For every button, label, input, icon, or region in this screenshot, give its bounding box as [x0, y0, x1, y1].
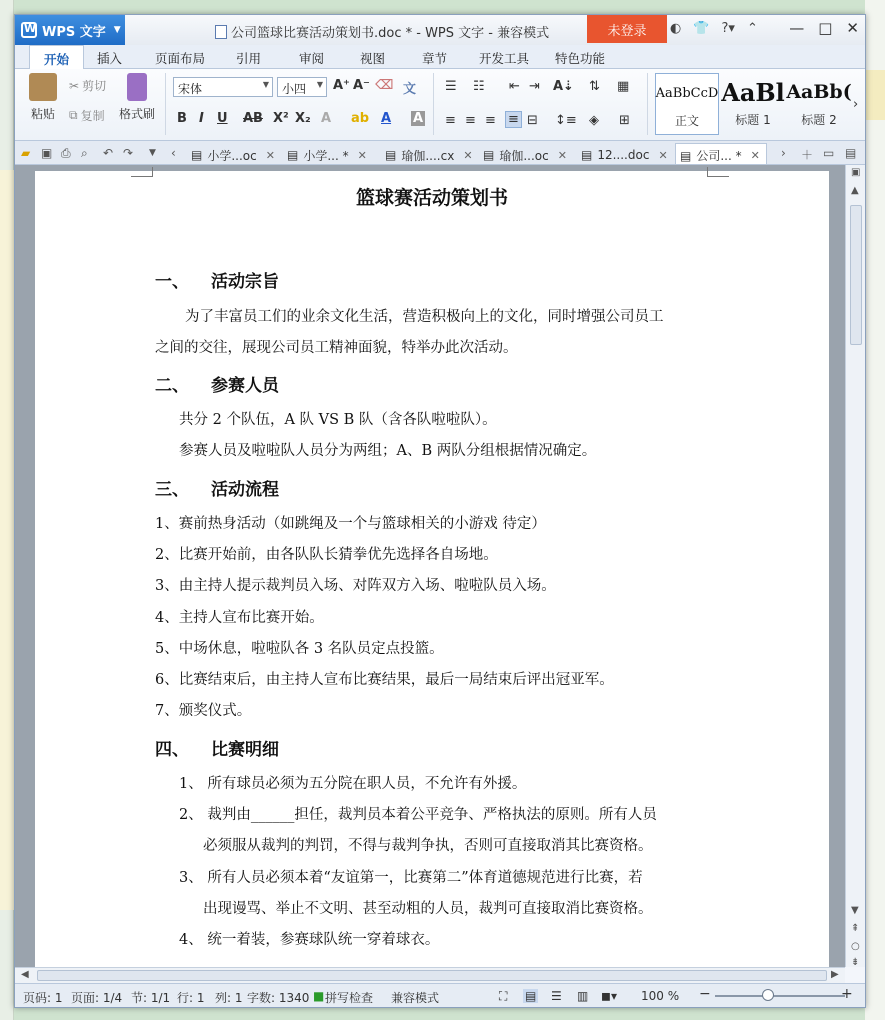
superscript-icon[interactable]: X² — [273, 111, 289, 126]
style-heading-2-label: 标题 2 — [801, 113, 837, 127]
font-size-value: 小四 — [282, 82, 307, 96]
bullet-list-icon[interactable]: ☰ — [445, 79, 457, 94]
grow-font-icon[interactable]: A⁺ — [333, 78, 350, 93]
wps-menu-button[interactable] — [15, 15, 125, 45]
format-painter-button[interactable] — [115, 73, 159, 122]
doc-tab-label: 12....doc — [597, 148, 650, 162]
chevron-down-icon: ▼ — [113, 25, 121, 35]
document-icon: ▤ — [191, 148, 203, 162]
ribbon — [15, 69, 865, 141]
compat-mode-label: 兼容模式 — [391, 991, 440, 1005]
wps-logo-icon — [21, 22, 37, 38]
horizontal-scrollbar[interactable] — [15, 967, 845, 983]
tab-insert[interactable]: 插入 — [97, 51, 123, 66]
style-normal-label: 正文 — [674, 114, 699, 128]
scroll-down-icon[interactable]: ▼ — [851, 905, 859, 916]
tab-list-icon[interactable]: ▭ — [823, 146, 835, 160]
spell-check-button[interactable]: 拼写检查 — [325, 991, 374, 1005]
paragraph-line: 共分 2 个队伍，A 队 VS B 队（含各队啦啦队）。 — [179, 412, 497, 428]
list-item: 2、 裁判由______担任，裁判员本着公平竞争、严格执法的原则。所有人员 — [179, 807, 657, 823]
style-heading-1-label: 标题 1 — [735, 113, 771, 127]
window-title — [215, 22, 549, 41]
undo-icon[interactable]: ↶ — [103, 146, 114, 160]
background-window-left-fill — [0, 170, 14, 910]
chinese-layout-icon[interactable]: A⇣ — [553, 79, 574, 94]
status-page-number: 页码: 1 — [23, 991, 63, 1005]
list-item-continuation: 必须服从裁判的判罚，不得与裁判争执，否则可直接取消其比赛资格。 — [203, 838, 653, 854]
doc-tab-label: 瑜伽....cx — [401, 148, 455, 163]
background-window-right — [865, 0, 885, 1020]
close-icon[interactable]: ✕ — [846, 19, 859, 37]
font-family-select[interactable] — [173, 77, 273, 97]
paragraph-line: 参赛人员及啦啦队人员分为两组；A、B 两队分组根据情况确定。 — [179, 443, 597, 459]
list-item: 4、 统一着装，参赛球队统一穿着球衣。 — [179, 932, 440, 948]
style-heading-1-sample: AaBl — [721, 77, 785, 107]
copy-button[interactable] — [69, 107, 105, 124]
section-number: 二、 — [155, 376, 189, 396]
section-heading — [155, 267, 279, 292]
list-item-continuation: 出现谩骂、举止不文明、甚至动粗的人员，裁判可直接取消比赛资格。 — [203, 901, 653, 917]
table-icon[interactable]: ▦ — [617, 79, 630, 94]
line-spacing-icon[interactable]: ↕≡ — [555, 113, 577, 128]
doc-tab[interactable] — [187, 143, 281, 164]
list-item: 7、颁奖仪式。 — [155, 703, 252, 719]
section-title: 活动宗旨 — [211, 272, 279, 292]
minimize-icon[interactable]: — — [789, 19, 805, 37]
styles-more-icon[interactable]: › — [853, 97, 859, 112]
zoom-slider-knob[interactable] — [762, 989, 774, 1001]
shrink-font-icon[interactable]: A⁻ — [353, 78, 370, 93]
list-item: 5、中场休息，啦啦队各 3 名队员定点投篮。 — [155, 641, 444, 657]
phonetic-icon[interactable]: 文 — [403, 82, 417, 97]
align-left-icon[interactable]: ≡ — [445, 113, 456, 128]
list-item: 6、比赛结束后，由主持人宣布比赛结果，最后一局结束后评出冠亚军。 — [155, 672, 614, 688]
sort-icon[interactable]: ⇅ — [589, 79, 600, 94]
section-heading — [155, 475, 279, 500]
brush-icon — [127, 73, 147, 101]
bold-icon[interactable]: B — [177, 111, 187, 126]
web-view-icon[interactable]: ▥ — [577, 989, 589, 1003]
spell-check-icon: ■ — [313, 989, 325, 1003]
paste-label: 粘贴 — [30, 107, 55, 121]
increase-indent-icon[interactable]: ⇥ — [529, 79, 540, 94]
close-icon[interactable]: ✕ — [265, 148, 275, 162]
document-icon: ▤ — [483, 148, 495, 162]
ribbon-tabs — [15, 45, 865, 69]
align-right-icon[interactable]: ≡ — [485, 113, 496, 128]
page-view-icon[interactable]: ▤ — [525, 989, 537, 1003]
doc-tab[interactable] — [283, 143, 373, 164]
copy-icon: ⧉ — [69, 108, 78, 122]
separator — [647, 73, 648, 135]
doc-tab[interactable] — [381, 143, 479, 164]
border-icon[interactable]: ⊞ — [619, 113, 630, 128]
shirt-icon[interactable]: 👕 — [693, 21, 710, 36]
reading-view-icon[interactable]: ◼▾ — [601, 989, 617, 1003]
close-icon[interactable]: ✕ — [750, 149, 760, 162]
section-title: 比赛明细 — [211, 740, 279, 760]
vertical-scroll-thumb[interactable] — [850, 205, 862, 345]
cut-button[interactable] — [69, 77, 106, 94]
document-title: 篮球赛活动策划书 — [355, 187, 508, 209]
zoom-slider[interactable] — [715, 995, 845, 997]
close-icon[interactable]: ✕ — [557, 148, 567, 162]
scroll-left-icon[interactable]: ◀ — [21, 969, 29, 980]
paragraph-line: 之间的交往，展现公司员工精神面貌，特举办此次活动。 — [155, 340, 518, 356]
section-heading — [155, 735, 279, 760]
quick-access-bar — [15, 141, 865, 165]
style-normal[interactable] — [655, 73, 719, 135]
background-window-right-fill — [865, 70, 885, 120]
scissors-icon: ✂ — [69, 78, 80, 93]
zoom-in-icon[interactable]: + — [841, 986, 853, 1002]
section-title: 活动流程 — [211, 480, 279, 500]
style-heading-2[interactable] — [787, 73, 851, 135]
browse-object-icon[interactable]: ○ — [851, 941, 860, 952]
tab-references[interactable]: 引用 — [236, 51, 262, 66]
section-heading — [155, 371, 279, 396]
title-tools — [670, 21, 758, 36]
doc-tab[interactable] — [577, 143, 674, 164]
document-icon: ▤ — [680, 148, 692, 163]
tab-special[interactable]: 特色功能 — [555, 51, 606, 66]
window-title-text: 公司篮球比赛活动策划书.doc * - WPS 文字 - 兼容模式 — [231, 26, 550, 41]
tab-review[interactable]: 审阅 — [299, 51, 325, 66]
title-bar — [15, 15, 865, 45]
outline-view-icon[interactable]: ☰ — [551, 989, 562, 1003]
font-color-icon[interactable]: A — [381, 111, 392, 126]
focus-view-icon[interactable]: ⛶ — [499, 989, 508, 1003]
doc-tab-label: 小学... * — [303, 148, 349, 163]
list-item: 1、赛前热身活动（如跳绳及一个与篮球相关的小游戏 待定） — [155, 516, 546, 532]
separator — [433, 73, 434, 135]
next-page-icon[interactable]: ⇟ — [851, 957, 860, 968]
format-painter-label: 格式刷 — [118, 107, 155, 121]
section-number: 四、 — [155, 740, 189, 760]
skin-icon[interactable]: ◐ — [670, 21, 682, 36]
login-label: 未登录 — [607, 23, 647, 39]
status-bar — [15, 983, 865, 1007]
font-size-select[interactable] — [277, 77, 327, 97]
shading-icon[interactable]: ◈ — [589, 113, 599, 128]
document-icon: ▤ — [385, 148, 397, 162]
crop-mark — [707, 167, 729, 177]
close-icon[interactable]: ✕ — [658, 148, 668, 162]
tab-view[interactable]: 视图 — [360, 51, 386, 66]
style-normal-sample: AaBbCcD — [655, 85, 719, 101]
doc-tab-label: 小学...oc — [207, 148, 257, 163]
doc-tab-label: 公司... * — [696, 149, 742, 163]
tab-menu-icon[interactable]: ▤ — [845, 146, 857, 160]
help-icon[interactable]: ?▾ — [721, 21, 735, 36]
print-icon[interactable]: ⎙ — [61, 146, 71, 160]
collapse-ribbon-icon[interactable]: ⌃ — [746, 21, 758, 36]
document-icon: ▤ — [581, 148, 593, 162]
document-icon — [215, 25, 227, 39]
close-icon[interactable]: ✕ — [463, 148, 473, 162]
list-item: 3、由主持人提示裁判员入场、对阵双方入场、啦啦队员入场。 — [155, 578, 556, 594]
strikethrough-icon[interactable]: AB — [243, 111, 263, 126]
window-controls — [789, 19, 859, 37]
text-effect-icon[interactable]: A — [321, 111, 332, 126]
prev-page-icon[interactable]: ⇞ — [851, 923, 860, 934]
status-row: 行: 1 — [177, 991, 205, 1005]
print-preview-icon[interactable]: ⌕ — [81, 146, 88, 160]
wps-menu-label: WPS 文字 — [42, 24, 106, 40]
pane-toggle-icon[interactable]: ▣ — [851, 167, 861, 178]
login-button[interactable] — [587, 15, 667, 43]
wps-window — [14, 14, 866, 1008]
char-shading-icon[interactable]: A — [413, 111, 424, 126]
list-item: 4、主持人宣布比赛开始。 — [155, 610, 324, 626]
open-folder-icon[interactable]: ▰ — [21, 146, 31, 160]
document-area — [15, 165, 845, 967]
maximize-icon[interactable]: □ — [818, 19, 833, 37]
status-column: 列: 1 — [215, 991, 243, 1005]
vertical-scrollbar[interactable] — [845, 165, 865, 967]
scroll-right-icon[interactable]: ▶ — [831, 969, 839, 980]
document-page[interactable] — [35, 171, 829, 967]
paste-button[interactable] — [21, 73, 65, 122]
chevron-down-icon: ▼ — [262, 80, 269, 89]
zoom-out-icon[interactable]: − — [699, 986, 711, 1002]
tab-developer[interactable]: 开发工具 — [479, 51, 530, 66]
font-family-value: 宋体 — [178, 82, 203, 96]
justify-icon[interactable]: ≡ — [505, 111, 522, 128]
doc-tab-label: 瑜伽...oc — [499, 148, 549, 163]
cut-label: 剪切 — [82, 79, 107, 93]
underline-icon[interactable]: U — [217, 111, 228, 126]
customize-toolbar-icon[interactable]: ▼ — [149, 148, 156, 158]
list-item: 1、 所有球员必须为五分院在职人员，不允许有外援。 — [179, 776, 527, 792]
paragraph-line: 为了丰富员工们的业余文化生活，营造积极向上的文化，同时增强公司员工 — [185, 309, 664, 325]
status-section: 节: 1/1 — [131, 991, 171, 1005]
document-icon: ▤ — [287, 148, 299, 162]
status-pages: 页面: 1/4 — [71, 991, 123, 1005]
horizontal-scroll-thumb[interactable] — [37, 970, 827, 981]
zoom-value[interactable]: 100 % — [641, 989, 680, 1003]
style-heading-2-sample: AaBb( — [786, 81, 852, 103]
tab-scroll-left-icon[interactable]: ‹ — [171, 146, 176, 160]
decrease-indent-icon[interactable]: ⇤ — [509, 79, 520, 94]
doc-tab[interactable] — [479, 143, 573, 164]
italic-icon[interactable]: I — [199, 111, 204, 126]
tab-chapter[interactable]: 章节 — [422, 51, 448, 66]
separator — [165, 73, 166, 135]
list-item: 2、比赛开始前，由各队队长猜拳优先选择各自场地。 — [155, 547, 498, 563]
tab-home[interactable]: 开始 — [29, 45, 84, 70]
section-title: 参赛人员 — [211, 376, 279, 396]
copy-label: 复制 — [80, 109, 105, 123]
subscript-icon[interactable]: X₂ — [295, 111, 311, 126]
tab-scroll-right-icon[interactable]: › — [781, 146, 786, 160]
numbered-list-icon[interactable]: ☷ — [473, 79, 485, 94]
scroll-up-icon[interactable]: ▲ — [851, 185, 859, 196]
chevron-down-icon: ▼ — [316, 80, 323, 89]
new-tab-icon[interactable]: ＋ — [801, 148, 814, 162]
section-number: 三、 — [155, 480, 189, 500]
distribute-icon[interactable]: ⊟ — [527, 113, 538, 128]
tab-page-layout[interactable]: 页面布局 — [155, 51, 206, 66]
highlight-icon[interactable]: ab — [351, 111, 370, 126]
doc-tab-active[interactable] — [675, 143, 767, 164]
redo-icon[interactable]: ↷ — [123, 146, 134, 160]
close-icon[interactable]: ✕ — [357, 148, 367, 162]
list-item: 3、 所有人员必须本着“友谊第一，比赛第二”体育道德规范进行比赛，若 — [179, 870, 643, 886]
paste-icon — [29, 73, 57, 101]
status-word-count[interactable]: 字数: 1340 — [247, 991, 310, 1005]
style-heading-1[interactable] — [721, 73, 785, 135]
clear-format-icon[interactable]: ⌫ — [375, 78, 394, 93]
crop-mark — [131, 167, 153, 177]
align-center-icon[interactable]: ≡ — [465, 113, 476, 128]
save-icon[interactable]: ▣ — [41, 146, 53, 160]
section-number: 一、 — [155, 272, 189, 292]
